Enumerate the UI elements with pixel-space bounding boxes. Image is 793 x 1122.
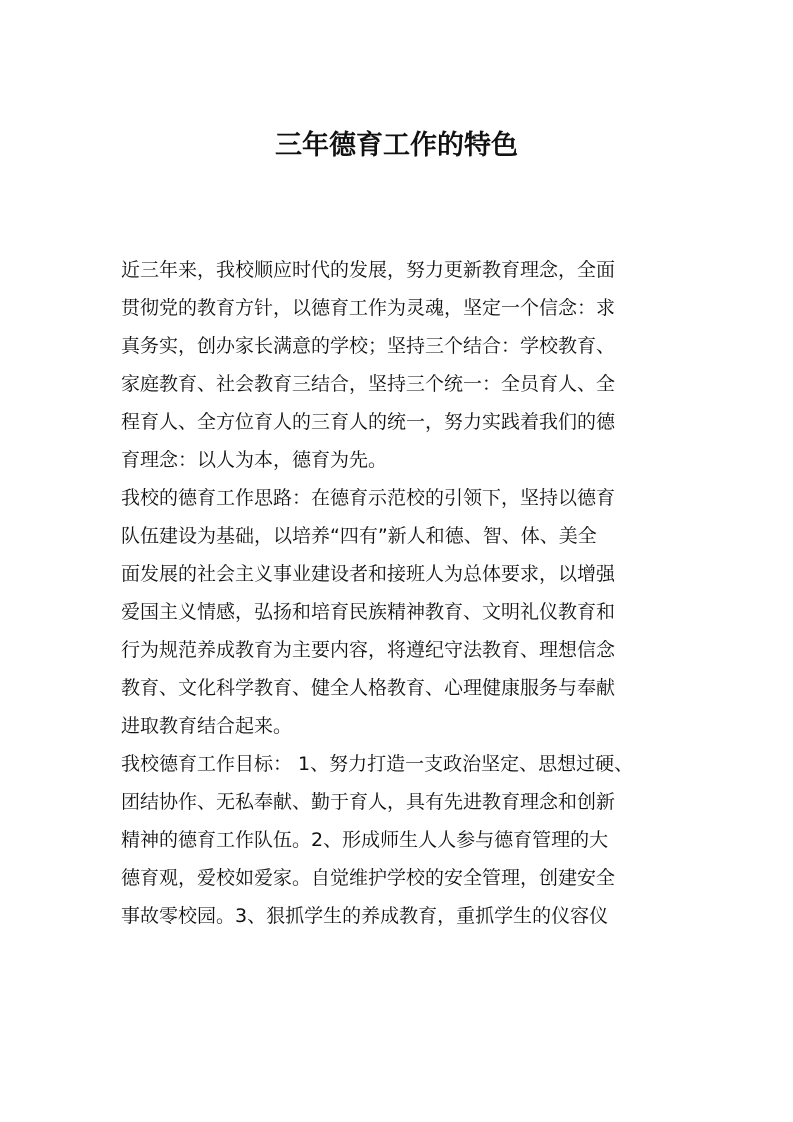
text-line: 德育观，爱校如爱家。自觉维护学校的安全管理，创建安全 [121,867,616,889]
text-line: 我校的德育工作思路：在德育示范校的引领下，坚持以德育 [121,487,616,509]
text-line: 事故零校园。3、狠抓学生的养成教育，重抓学生的仪容仪 [121,905,609,927]
document-title: 三年德育工作的特色 [275,130,518,161]
text-line: 程育人、全方位育人的三育人的统一，努力实践着我们的德 [121,411,616,433]
text-line: 进取教育结合起来。 [121,715,293,737]
text-line: 队伍建设为基础，以培养“四有”新人和德、智、体、美全 [121,525,597,547]
document-body [121,251,701,935]
text-line: 近三年来，我校顺应时代的发展，努力更新教育理念，全面 [121,259,616,281]
text-line: 我校德育工作目标： 1、努力打造一支政治坚定、思想过硬、 [121,753,634,775]
text-line: 行为规范养成教育为主要内容，将遵纪守法教育、理想信念 [121,639,616,661]
text-line: 团结协作、无私奉献、勤于育人，具有先进教育理念和创新 [121,791,616,813]
text-line: 精神的德育工作队伍。2、形成师生人人参与德育管理的大 [121,829,609,851]
text-line: 真务实，创办家长满意的学校；坚持三个结合：学校教育、 [121,335,616,357]
text-line: 贯彻党的教育方针，以德育工作为灵魂，坚定一个信念：求 [121,297,616,319]
text-line: 面发展的社会主义事业建设者和接班人为总体要求，以增强 [121,563,616,585]
text-line: 家庭教育、社会教育三结合，坚持三个统一：全员育人、全 [121,373,616,395]
text-line: 教育、文化科学教育、健全人格教育、心理健康服务与奉献 [121,677,616,699]
text-line: 育理念：以人为本，德育为先。 [121,449,388,471]
text-line: 爱国主义情感，弘扬和培育民族精神教育、文明礼仪教育和 [121,601,616,623]
